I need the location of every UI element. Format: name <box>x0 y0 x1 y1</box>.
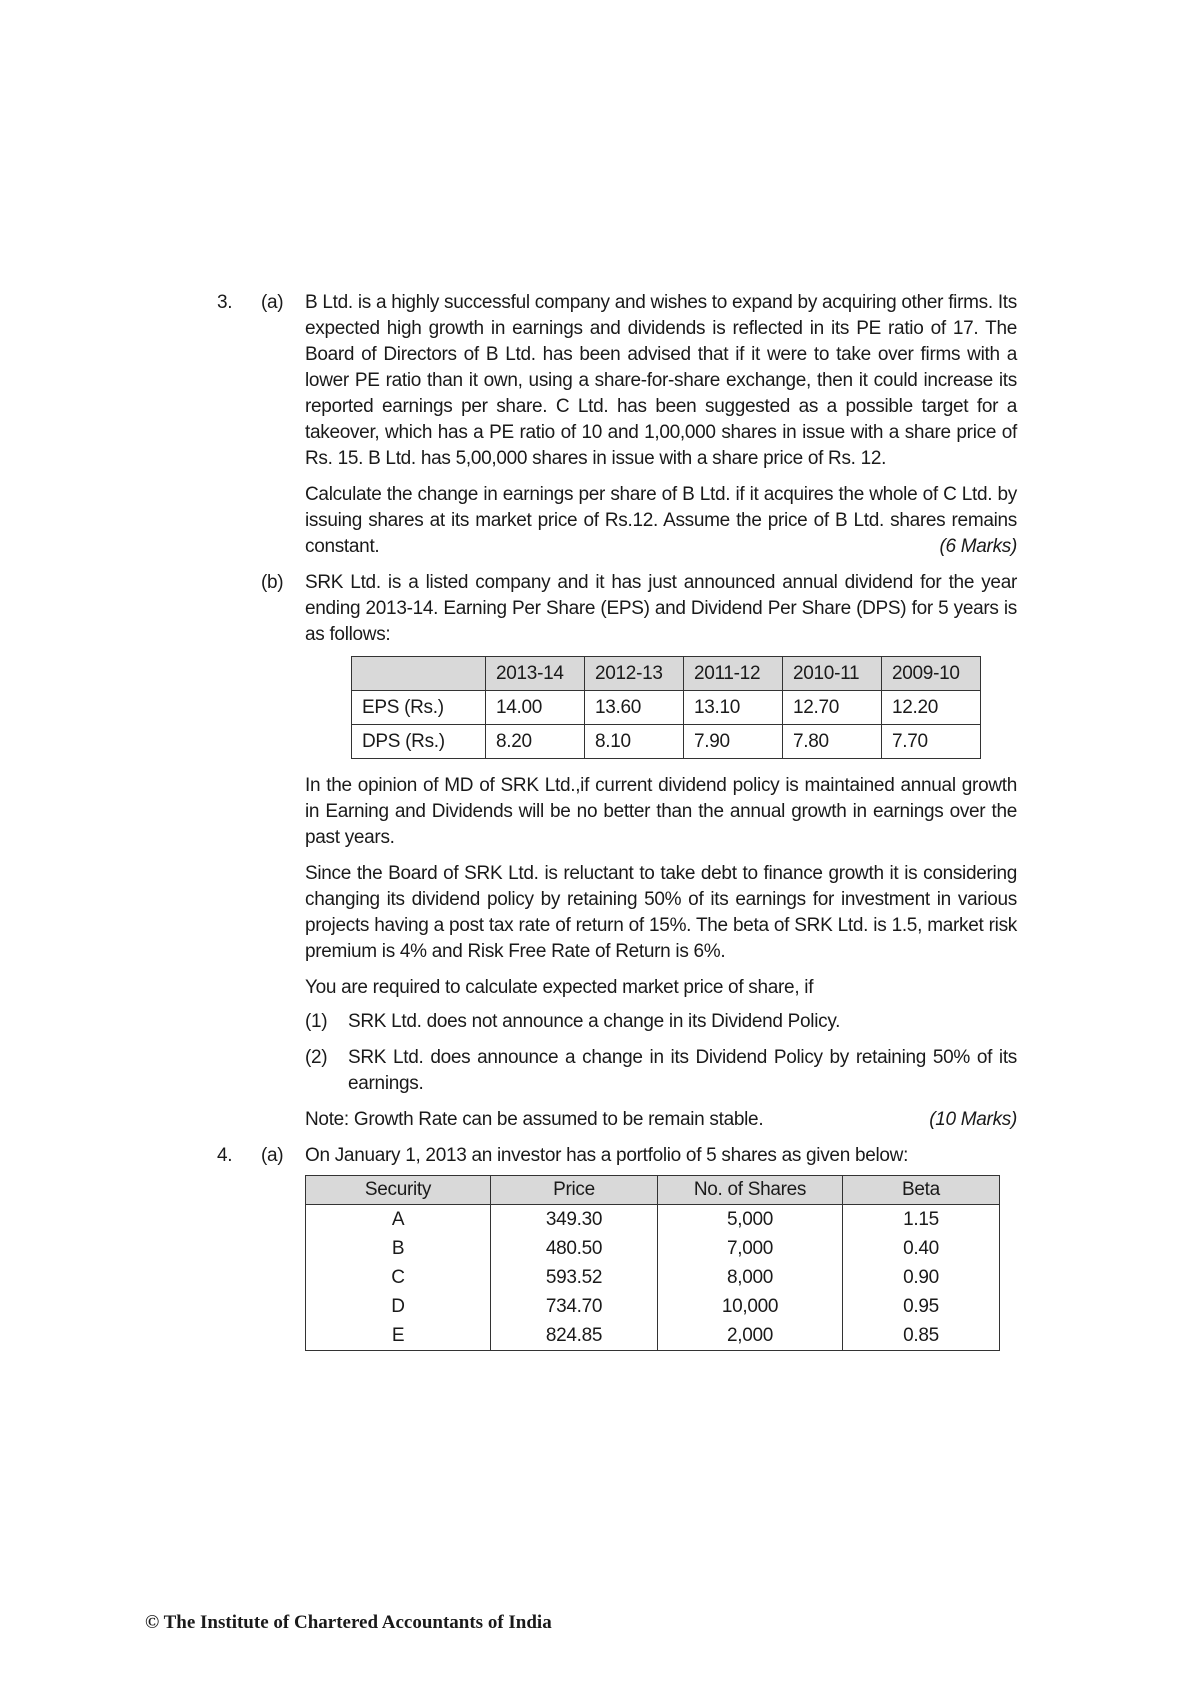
q3a-paragraph-2-text: Calculate the change in earnings per share of B Ltd. if it acquires the whole of C Ltd. by issuing shares at its market price of Rs.12. Assume the price of B Ltd. shares remains constant. <box>305 484 1017 557</box>
table-cell: 12.20 <box>882 691 981 725</box>
row-label: DPS (Rs.) <box>352 725 486 759</box>
table-cell: 7.70 <box>882 725 981 759</box>
table-cell: 8.20 <box>486 725 585 759</box>
part-label: (a) <box>261 292 284 313</box>
table-cell: 5,000 <box>658 1205 843 1235</box>
table-cell: 10,000 <box>658 1292 843 1321</box>
table-cell: 2,000 <box>658 1321 843 1351</box>
table-cell: 734.70 <box>491 1292 658 1321</box>
column-header: Security <box>306 1176 491 1205</box>
table-cell: 0.85 <box>843 1321 1000 1351</box>
q3b-note: Note: Growth Rate can be assumed to be remain stable. <box>305 1109 764 1130</box>
table-cell: 12.70 <box>783 691 882 725</box>
question-4a <box>217 1143 1017 1351</box>
list-item <box>305 1045 1017 1097</box>
table-cell: 0.40 <box>843 1234 1000 1263</box>
portfolio-table <box>305 1175 1000 1351</box>
list-item <box>305 1009 1017 1035</box>
question-3a <box>217 290 1017 560</box>
table-cell: 8,000 <box>658 1263 843 1292</box>
list-item-text: SRK Ltd. does not announce a change in its Dividend Policy. <box>348 1011 841 1032</box>
table-cell: D <box>306 1292 491 1321</box>
table-cell: 1.15 <box>843 1205 1000 1235</box>
table-row <box>306 1234 1000 1263</box>
table-cell: C <box>306 1263 491 1292</box>
q3b-paragraph-3: Since the Board of SRK Ltd. is reluctant to take debt to finance growth it is considering changing its dividend policy by retaining 50% of its earnings for investment in various projects having a post tax rate of return of 15%. The beta of SRK Ltd. is 1.5, market risk premium is 4% and Risk Free Rate of Return is 6%. <box>305 863 1017 962</box>
page-content <box>217 290 1017 1351</box>
copyright-footer: © The Institute of Chartered Accountants of India <box>145 1612 552 1633</box>
q4a-intro: On January 1, 2013 an investor has a portfolio of 5 shares as given below: <box>305 1145 909 1166</box>
table-row <box>306 1205 1000 1235</box>
column-header: Price <box>491 1176 658 1205</box>
year-header: 2009-10 <box>882 657 981 691</box>
table-corner-cell <box>352 657 486 691</box>
table-cell: 14.00 <box>486 691 585 725</box>
table-cell: 13.60 <box>585 691 684 725</box>
part-label: (a) <box>261 1145 284 1166</box>
table-cell: 8.10 <box>585 725 684 759</box>
year-header: 2013-14 <box>486 657 585 691</box>
q3b-marks: (10 Marks) <box>929 1109 1017 1130</box>
table-cell: 7.90 <box>684 725 783 759</box>
year-header: 2011-12 <box>684 657 783 691</box>
q3a-marks: (6 Marks) <box>939 536 1017 557</box>
table-row <box>306 1263 1000 1292</box>
q3a-paragraph-2 <box>305 482 1017 560</box>
table-cell: 0.90 <box>843 1263 1000 1292</box>
table-cell: 349.30 <box>491 1205 658 1235</box>
question-number: 3. <box>217 292 233 313</box>
table-cell: 0.95 <box>843 1292 1000 1321</box>
list-item-number: (1) <box>305 1011 328 1032</box>
list-item-text: SRK Ltd. does announce a change in its Dividend Policy by retaining 50% of its earnings. <box>348 1047 1017 1094</box>
table-row <box>352 725 981 759</box>
q3b-intro: SRK Ltd. is a listed company and it has just announced annual dividend for the year ending 2013-14. Earning Per Share (EPS) and Dividend Per Share (DPS) for 5 years is as follows: <box>305 572 1017 645</box>
table-cell: 593.52 <box>491 1263 658 1292</box>
table-cell: 7,000 <box>658 1234 843 1263</box>
table-row <box>352 691 981 725</box>
q3b-paragraph-4: You are required to calculate expected market price of share, if <box>305 977 814 998</box>
row-label: EPS (Rs.) <box>352 691 486 725</box>
table-header-row <box>306 1176 1000 1205</box>
table-row <box>306 1292 1000 1321</box>
table-row <box>306 1321 1000 1351</box>
year-header: 2012-13 <box>585 657 684 691</box>
column-header: No. of Shares <box>658 1176 843 1205</box>
list-item-number: (2) <box>305 1047 328 1068</box>
table-cell: E <box>306 1321 491 1351</box>
table-cell: 7.80 <box>783 725 882 759</box>
table-cell: 480.50 <box>491 1234 658 1263</box>
q3b-paragraph-2: In the opinion of MD of SRK Ltd.,if current dividend policy is maintained annual growth in Earning and Dividends will be no better than the annual growth in earnings over the past years. <box>305 775 1017 848</box>
table-cell: B <box>306 1234 491 1263</box>
question-3b <box>217 570 1017 1133</box>
table-header-row <box>352 657 981 691</box>
column-header: Beta <box>843 1176 1000 1205</box>
q3b-note-line <box>305 1107 1017 1133</box>
question-number: 4. <box>217 1145 233 1166</box>
table-cell: A <box>306 1205 491 1235</box>
table-cell: 824.85 <box>491 1321 658 1351</box>
eps-dps-table <box>351 656 981 759</box>
year-header: 2010-11 <box>783 657 882 691</box>
part-label: (b) <box>261 572 284 593</box>
table-cell: 13.10 <box>684 691 783 725</box>
q3a-paragraph-1: B Ltd. is a highly successful company and wishes to expand by acquiring other firms. Its expected high growth in earnings and dividends is reflected in its PE ratio of 17. The Board of Directors of B Ltd. has been advised that if it were to take over firms with a lower PE ratio than it own, using a share-for-share exchange, then it could increase its reported earnings per share. C Ltd. has been suggested as a possible target for a takeover, which has a PE ratio of 10 and 1,00,000 shares in issue with a share price of Rs. 15. B Ltd. has 5,00,000 shares in issue with a share price of Rs. 12. <box>305 292 1017 469</box>
